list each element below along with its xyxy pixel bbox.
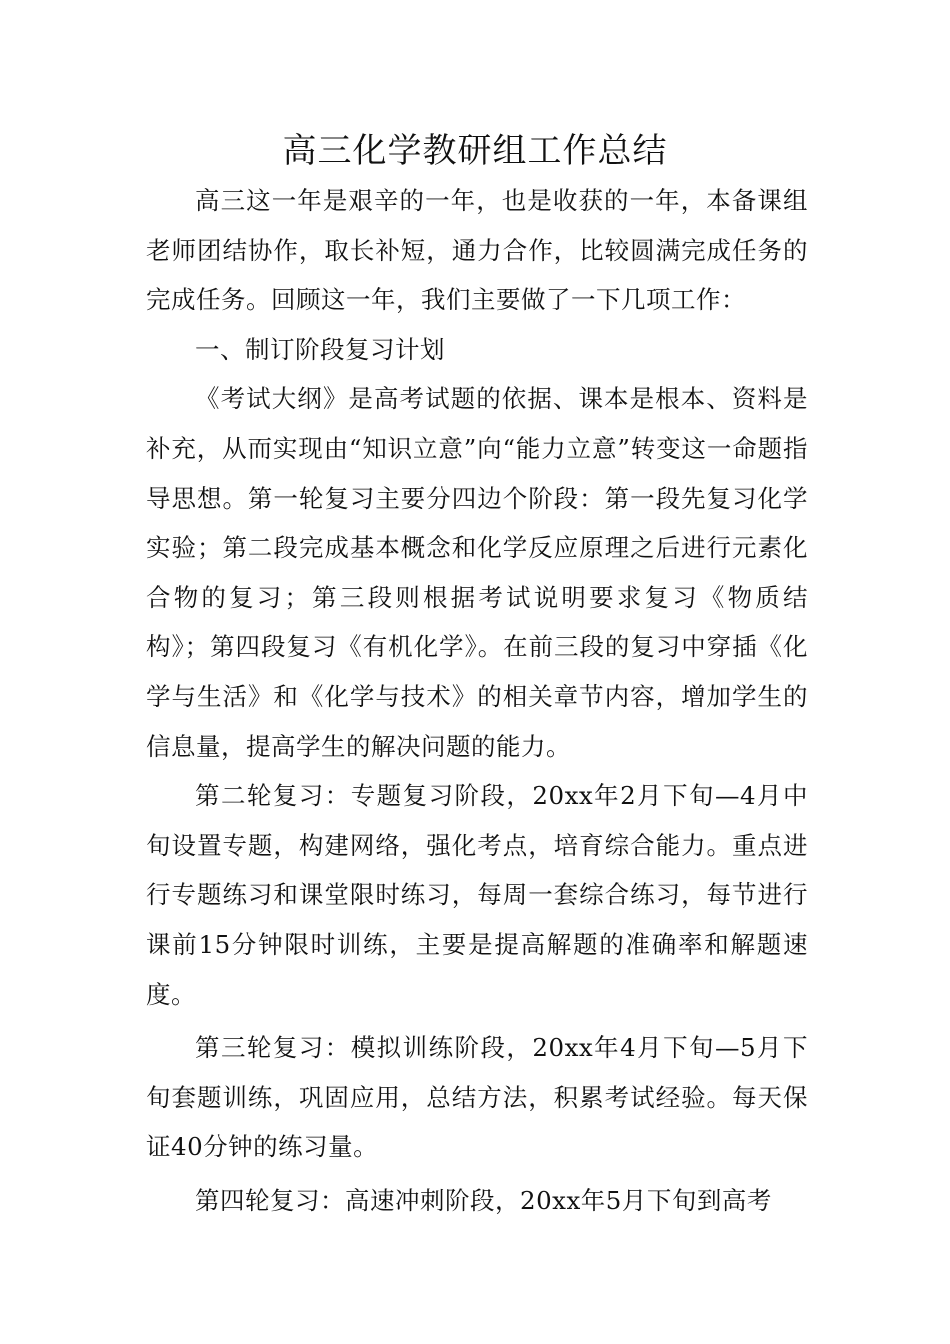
paragraph-first-round: 《考试大纲》是高考试题的依据、课本是根本、资料是补充，从而实现由“知识立意”向“能力立意”转变这一命题指导思想。第一轮复习主要分四边个阶段：第一段先复习化学实验；第二段完成基本概念和化学反应原理之后进行元素化合物的复习；第三段则根据考试说明要求复习《物质结构》；第四段复习《有机化学》。在前三段的复习中穿插《化学与生活》和《化学与技术》的相关章节内容，增加学生的信息量，提高学生的解决问题的能力。 [146,384,808,761]
document-title: 高三化学教研组工作总结 [282,131,668,171]
paragraph-third-round: 第三轮复习：模拟训练阶段，20xx年4月下旬—5月下旬套题训练，巩固应用，总结方法，积累考试经验。每天保证40分钟的练习量。 [146,1033,808,1162]
document-body [146,176,808,1225]
paragraph-intro: 高三这一年是艰辛的一年，也是收获的一年，本备课组老师团结协作，取长补短，通力合作，比较圆满完成任务的完成任务。回顾这一年，我们主要做了一下几项工作： [146,186,808,315]
paragraph-fourth-round: 第四轮复习：高速冲刺阶段，20xx年5月下旬到高考 [195,1185,772,1215]
paragraph-second-round: 第二轮复习：专题复习阶段，20xx年2月下旬—4月中旬设置专题，构建网络，强化考点，培育综合能力。重点进行专题练习和课堂限时练习，每周一套综合练习，每节进行课前15分钟限时训练，主要是提高解题的准确率和解题速度。 [146,781,808,1009]
section-heading: 一、制订阶段复习计划 [195,334,445,364]
